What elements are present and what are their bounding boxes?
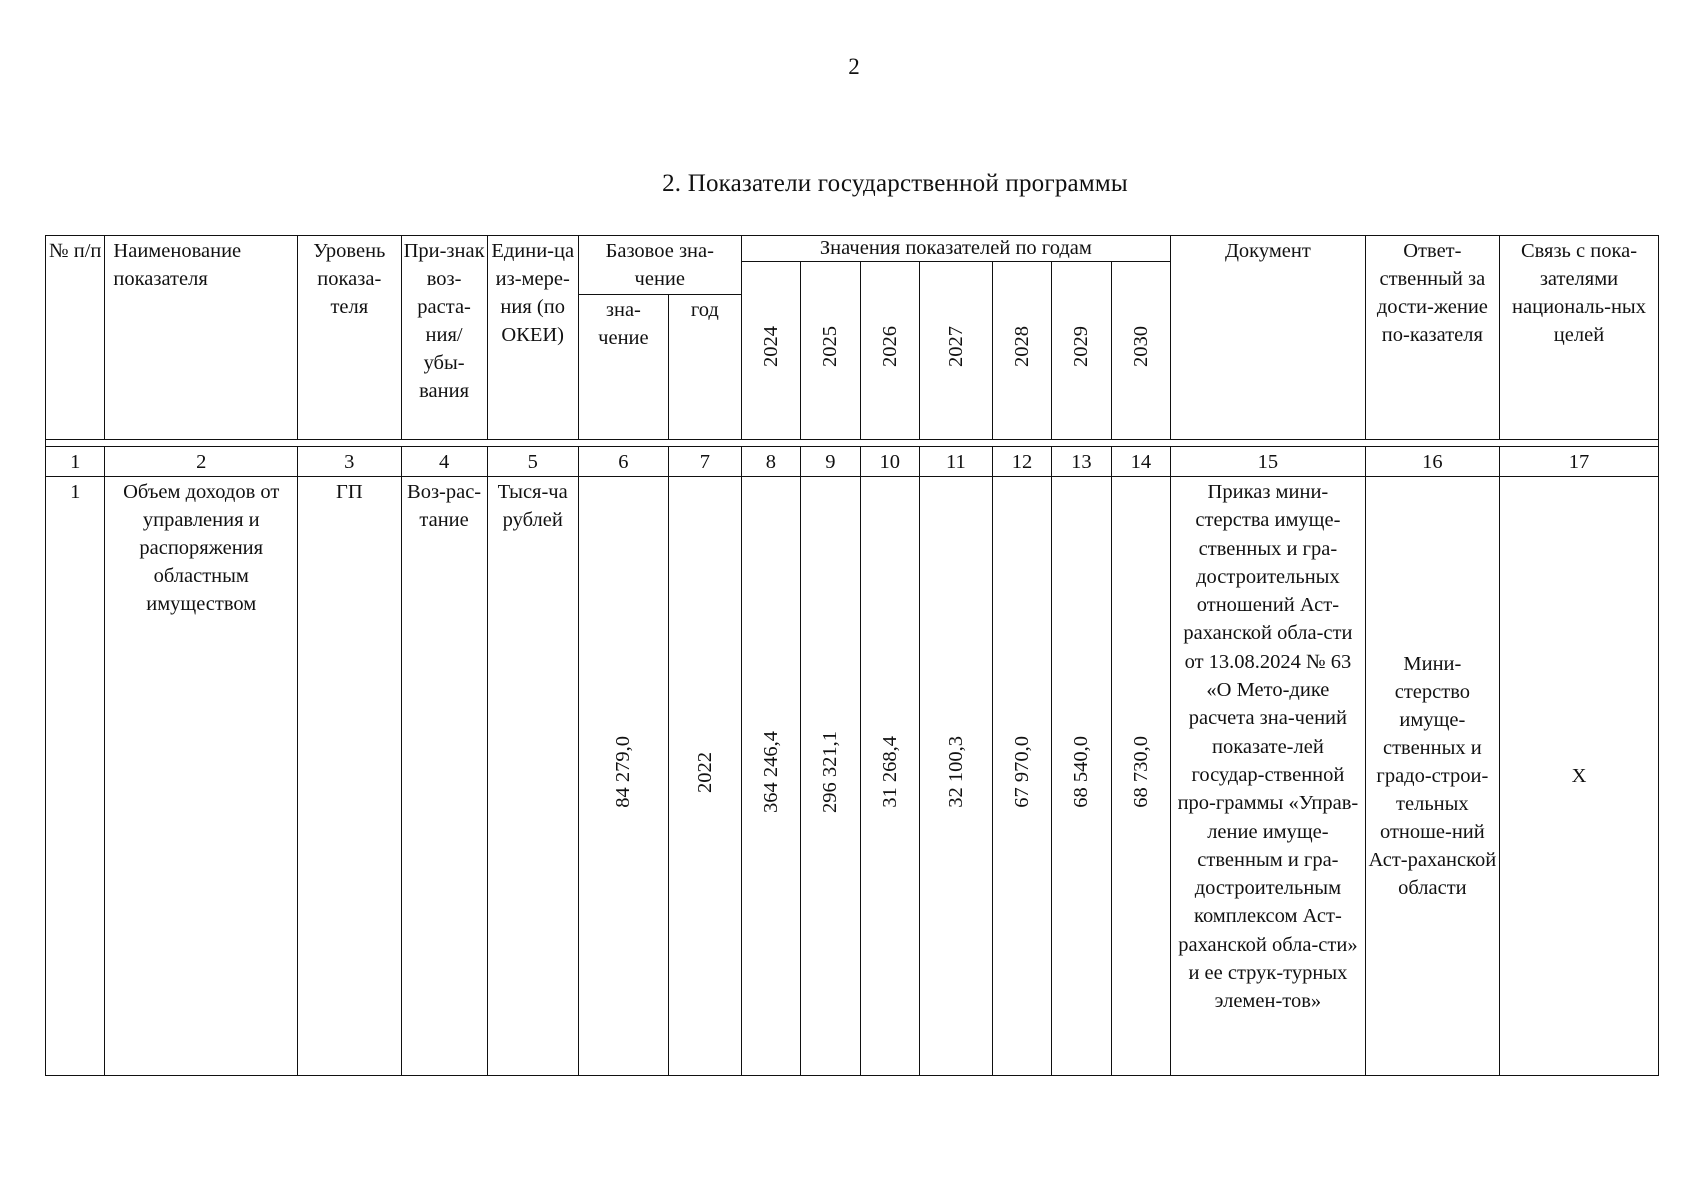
header-link: Связь с пока-зателями националь-ных целей — [1499, 236, 1658, 440]
header-name: Наименование показателя — [105, 236, 298, 440]
column-number: 1 — [46, 447, 105, 477]
table-header-row — [46, 236, 1659, 262]
separator — [46, 440, 1659, 447]
header-base-value: зна-чение — [578, 295, 668, 440]
header-year: 2027 — [919, 262, 992, 440]
header-year: 2028 — [992, 262, 1051, 440]
column-number: 12 — [992, 447, 1051, 477]
cell-level: ГП — [298, 477, 401, 1076]
header-base-year: год — [668, 295, 741, 440]
header-year: 2025 — [801, 262, 860, 440]
column-number: 3 — [298, 447, 401, 477]
cell-base-value: 84 279,0 — [578, 477, 668, 1076]
header-years-group: Значения показателей по годам — [741, 236, 1170, 262]
cell-name: Объем доходов от управления и распоряжения областным имуществом — [105, 477, 298, 1076]
separator-row — [46, 440, 1659, 447]
header-year: 2030 — [1111, 262, 1170, 440]
column-number: 15 — [1171, 447, 1366, 477]
header-document: Документ — [1171, 236, 1366, 440]
column-number: 2 — [105, 447, 298, 477]
column-number: 8 — [741, 447, 800, 477]
cell-base-year: 2022 — [668, 477, 741, 1076]
cell-link: Х — [1499, 477, 1658, 1076]
header-level: Уровень показа-теля — [298, 236, 401, 440]
column-number: 10 — [860, 447, 919, 477]
cell-year-value: 67 970,0 — [992, 477, 1051, 1076]
column-number: 5 — [487, 447, 578, 477]
page-number: 2 — [848, 54, 860, 79]
header-year: 2024 — [741, 262, 800, 440]
header-responsible: Ответ-ственный за дости-жение по-казателя — [1365, 236, 1499, 440]
column-number: 11 — [919, 447, 992, 477]
cell-year-value: 32 100,3 — [919, 477, 992, 1076]
column-number-row — [46, 447, 1659, 477]
cell-year-value: 68 730,0 — [1111, 477, 1170, 1076]
cell-document: Приказ мини-стерства имуще-ственных и гра-достроительных отношений Аст-раханской обла-сти от 13.08.2024 № 63 «О Мето-дике расчета зна-чений показате-лей государ-ственной про-граммы «Управ-ление имуще-ственным и гра-достроительным комплексом Аст-раханской обла-сти» и ее струк-турных элемен-тов» — [1171, 477, 1366, 1076]
cell-no: 1 — [46, 477, 105, 1076]
cell-year-value: 68 540,0 — [1052, 477, 1111, 1076]
cell-responsible: Мини-стерство имуще-ственных и градо-строи-тельных отноше-ний Аст-раханской области — [1365, 477, 1499, 1076]
column-number: 7 — [668, 447, 741, 477]
cell-sign: Воз-рас-тание — [401, 477, 487, 1076]
column-number: 14 — [1111, 447, 1170, 477]
cell-year-value: 31 268,4 — [860, 477, 919, 1076]
header-unit: Едини-ца из-мере-ния (по ОКЕИ) — [487, 236, 578, 440]
page-title: 2. Показатели государственной программы — [662, 170, 1128, 197]
header-no: № п/п — [46, 236, 105, 440]
column-number: 6 — [578, 447, 668, 477]
column-number: 17 — [1499, 447, 1658, 477]
header-base: Базовое зна-чение — [578, 236, 741, 295]
header-year: 2026 — [860, 262, 919, 440]
column-number: 4 — [401, 447, 487, 477]
header-sign: При-знак воз-раста-ния/ убы-вания — [401, 236, 487, 440]
header-year: 2029 — [1052, 262, 1111, 440]
cell-unit: Тыся-ча рублей — [487, 477, 578, 1076]
table-row — [46, 477, 1659, 1076]
column-number: 9 — [801, 447, 860, 477]
cell-year-value: 364 246,4 — [741, 477, 800, 1076]
indicators-table — [45, 235, 1659, 1076]
column-number: 13 — [1052, 447, 1111, 477]
cell-year-value: 296 321,1 — [801, 477, 860, 1076]
column-number: 16 — [1365, 447, 1499, 477]
